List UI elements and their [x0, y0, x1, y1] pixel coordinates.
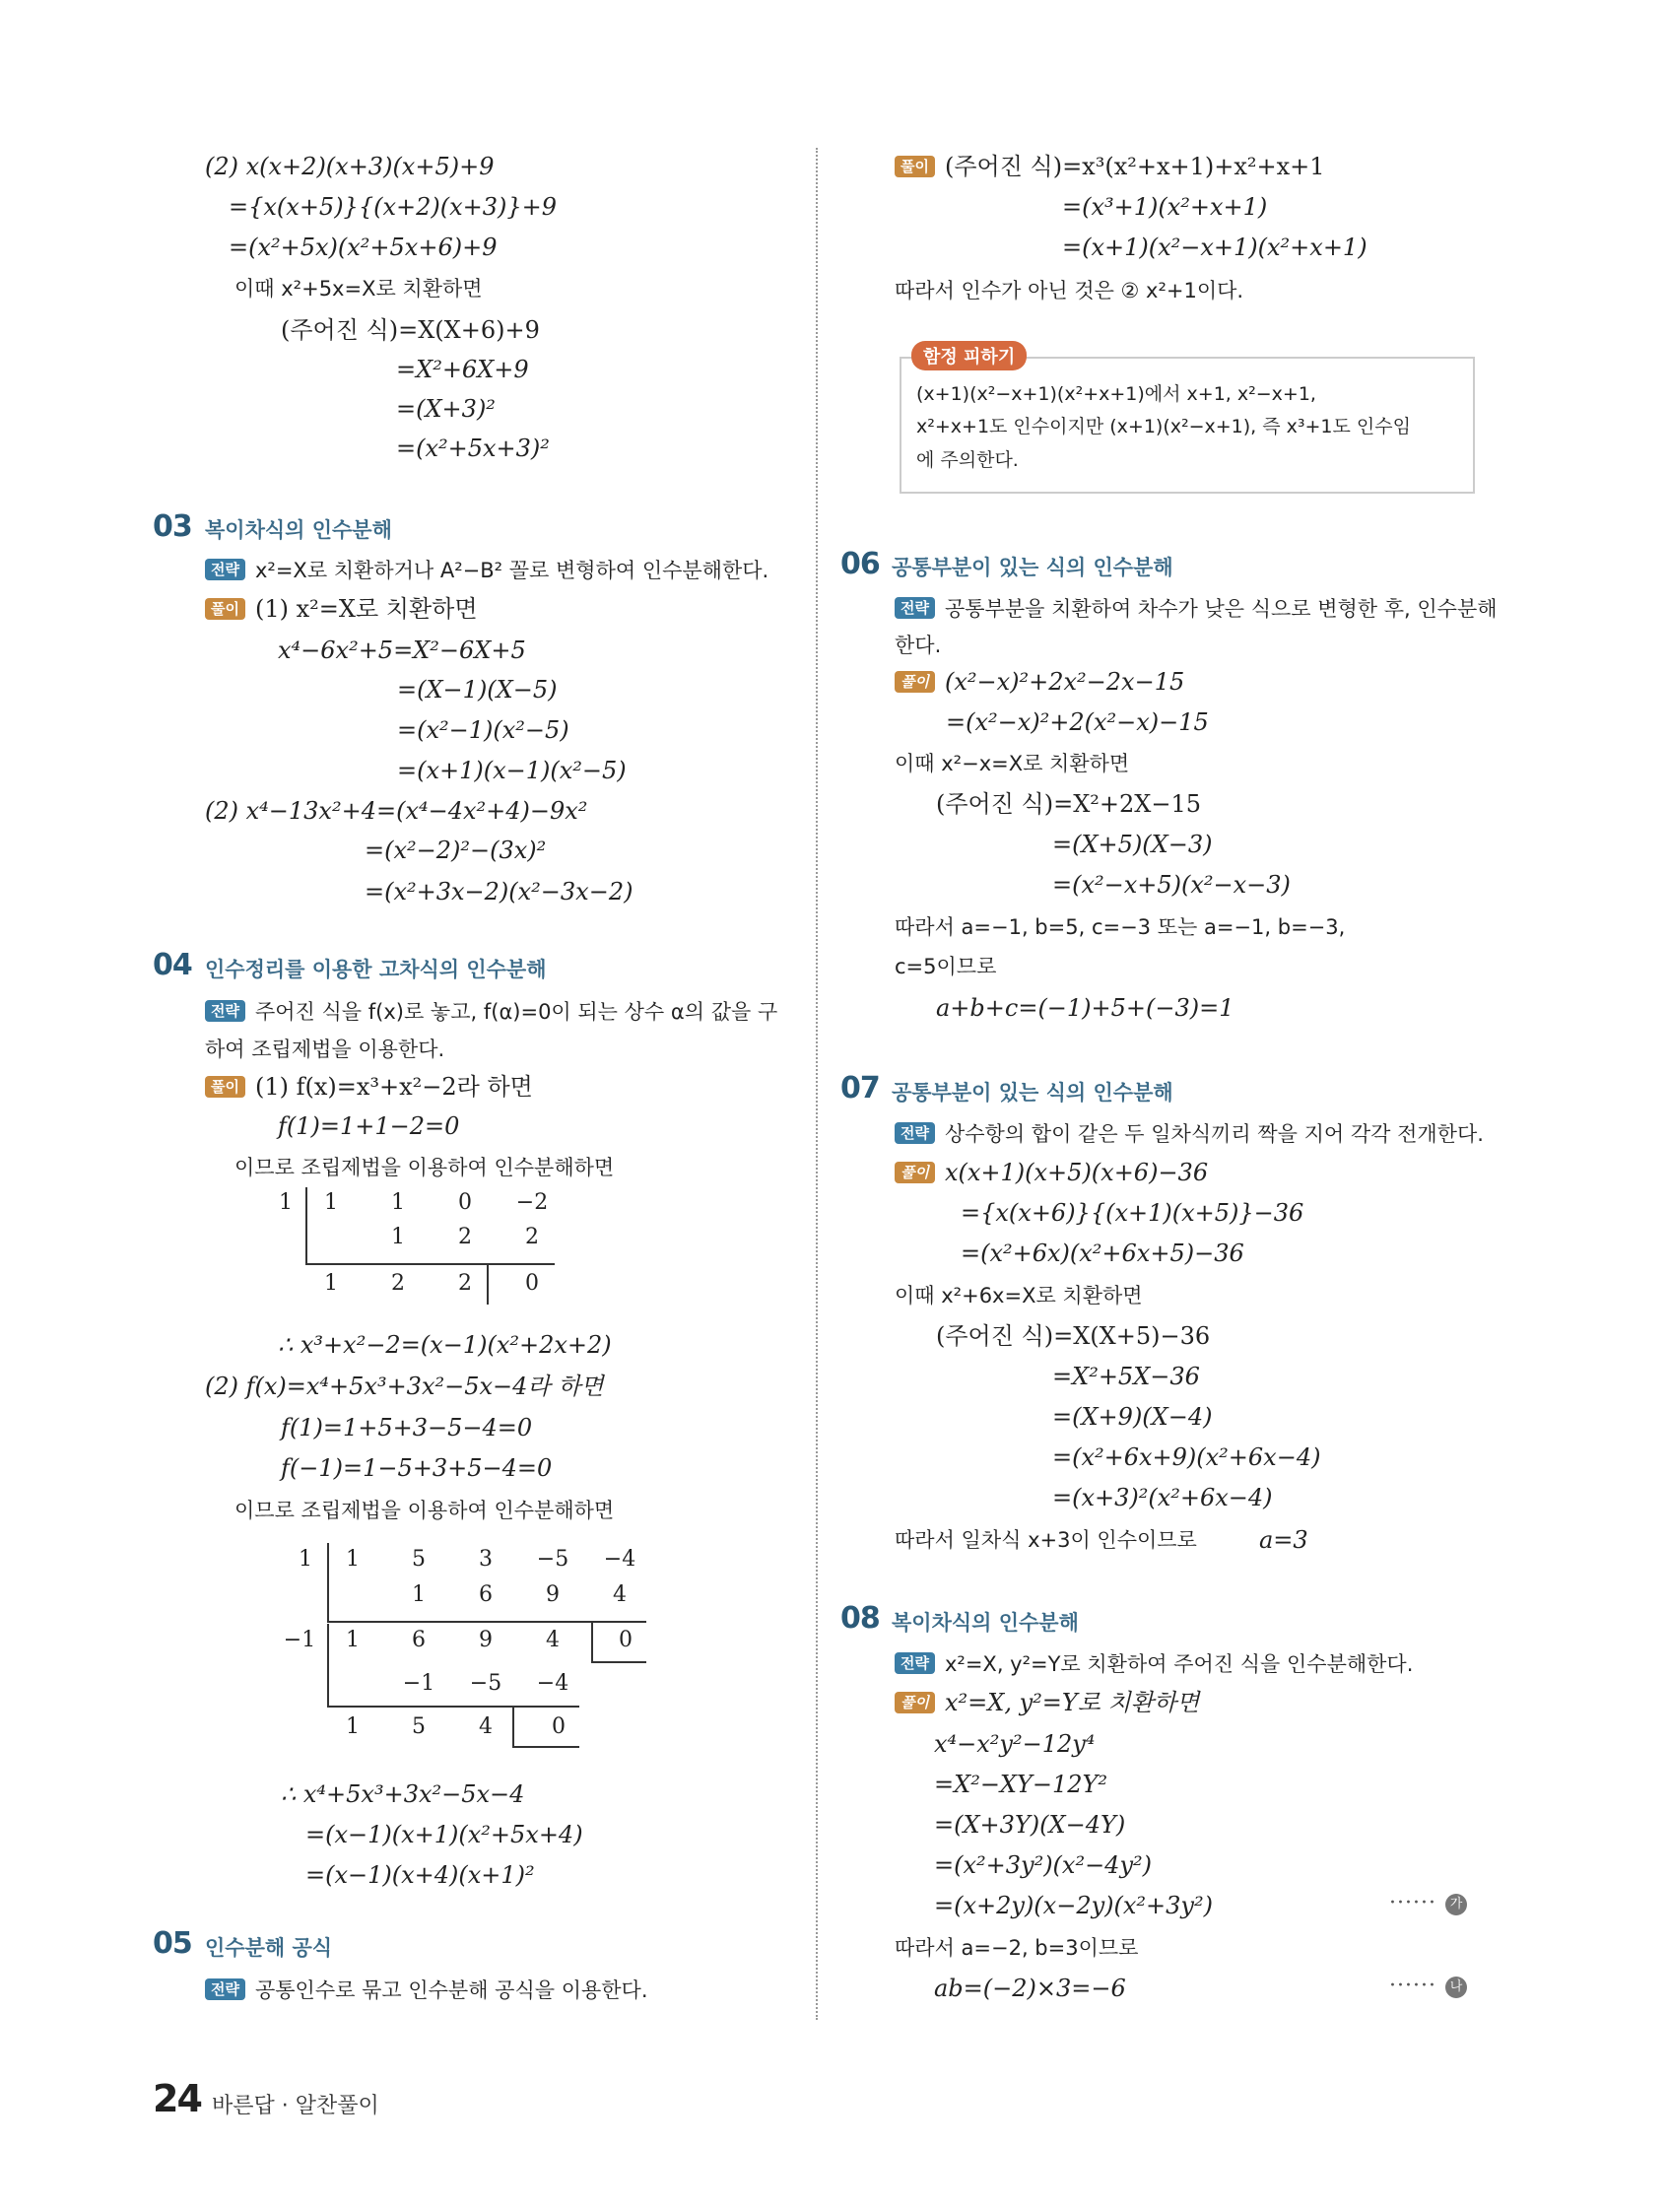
- solution-badge: 풀이: [895, 1692, 935, 1713]
- strategy-text: 하여 조립제법을 이용한다.: [205, 1038, 445, 1061]
- s07-line: =(x²+6x)(x²+6x+5)−36: [961, 1240, 1244, 1267]
- s04-line: =(x−1)(x+1)(x²+5x+4): [305, 1821, 583, 1848]
- s07-line: 따라서 일차식 x+3이 인수이므로: [895, 1528, 1197, 1552]
- s07-line: ={x(x+6)}{(x+1)(x+5)}−36: [961, 1199, 1304, 1227]
- solution-badge: 풀이: [895, 1162, 935, 1183]
- synth-rule: [327, 1624, 329, 1707]
- synth-cell: 6: [412, 1628, 426, 1652]
- tip-line: x²+x+1도 인수이지만 (x+1)(x²−x+1), 즉 x³+1도 인수임: [916, 416, 1411, 437]
- synth-cell: 1: [346, 1547, 360, 1572]
- strategy-text: 한다.: [895, 634, 942, 657]
- s03-line: x⁴−6x²+5=X²−6X+5: [278, 637, 526, 664]
- step-marker-ga: 가: [1445, 1894, 1467, 1915]
- synth-cell: 0: [552, 1714, 566, 1739]
- synth-divisor: 1: [299, 1547, 312, 1572]
- synth-cell: −4: [603, 1547, 636, 1572]
- synth-cell: 4: [479, 1714, 493, 1739]
- s08-line: =X²−XY−12Y²: [934, 1771, 1107, 1798]
- s06-line: =(x²−x)²+2(x²−x)−15: [946, 708, 1209, 736]
- s04-line: 이므로 조립제법을 이용하여 인수분해하면: [234, 1156, 615, 1179]
- s06-line: (주어진 식)=X²+2X−15: [936, 790, 1202, 818]
- s07-line: =(x²+6x+9)(x²+6x−4): [1052, 1443, 1321, 1471]
- s04-line: f(1)=1+1−2=0: [278, 1112, 460, 1140]
- synth-rule: [487, 1263, 489, 1305]
- leader-dots: ······: [1389, 1974, 1436, 1998]
- strategy-badge: 전략: [205, 1000, 245, 1022]
- solution-badge: 풀이: [205, 598, 245, 620]
- synth-cell: 0: [458, 1190, 472, 1215]
- solution-line: [895, 667, 1184, 697]
- section-number: 07: [840, 1071, 880, 1106]
- strategy-line: [205, 556, 768, 585]
- s07-line: =(x+3)²(x²+6x−4): [1052, 1484, 1273, 1511]
- tip-line: (x+1)(x²−x+1)(x²+x+1)에서 x+1, x²−x+1,: [916, 383, 1316, 405]
- solution-badge: 풀이: [895, 671, 935, 693]
- synth-cell: 1: [391, 1225, 405, 1249]
- s07-line: (주어진 식)=X(X+5)−36: [936, 1322, 1211, 1350]
- synth-cell: 3: [479, 1547, 493, 1572]
- synth-cell: 2: [458, 1271, 472, 1296]
- synth-rule: [327, 1543, 329, 1622]
- s08-line: =(X+3Y)(X−4Y): [934, 1811, 1126, 1839]
- s05-line: =(x³+1)(x²+x+1): [1062, 193, 1268, 221]
- solution-line: [895, 152, 1325, 181]
- section-title: 공통부분이 있는 식의 인수분해: [892, 556, 1173, 579]
- s04-line: f(1)=1+5+3−5−4=0: [281, 1414, 533, 1441]
- strategy-line: [895, 594, 1498, 624]
- strategy-line: [205, 1976, 648, 2005]
- s02-line: (2) x(x+2)(x+3)(x+5)+9: [205, 153, 495, 180]
- synth-cell: −5: [536, 1547, 569, 1572]
- strategy-text: x²=X, y²=Y로 치환하여 주어진 식을 인수분해한다.: [944, 1652, 1414, 1676]
- footer-title: 바른답 · 알찬풀이: [212, 2094, 379, 2118]
- synth-cell: 6: [479, 1582, 493, 1607]
- s03-line: =(x²+3x−2)(x²−3x−2): [365, 878, 634, 905]
- s05-line: 따라서 인수가 아닌 것은 ② x²+1이다.: [895, 279, 1244, 302]
- strategy-badge: 전략: [895, 1122, 935, 1144]
- solution-text: (x²−x)²+2x²−2x−15: [944, 668, 1185, 696]
- step-marker-na: 나: [1445, 1977, 1467, 1998]
- s03-line: =(x²−2)²−(3x)²: [365, 837, 547, 864]
- s06-line: =(x²−x+5)(x²−x−3): [1052, 871, 1291, 899]
- strategy-text: x²=X로 치환하거나 A²−B² 꼴로 변형하여 인수분해한다.: [254, 559, 769, 582]
- strategy-line: [895, 1649, 1413, 1679]
- s07-line: =X²+5X−36: [1052, 1363, 1200, 1390]
- synth-rule: [512, 1746, 579, 1748]
- synth-rule: [305, 1187, 307, 1264]
- section-title: 인수정리를 이용한 고차식의 인수분해: [205, 958, 547, 981]
- s08-line: x⁴−x²y²−12y⁴: [934, 1730, 1096, 1758]
- synth-cell: 5: [412, 1714, 426, 1739]
- solution-text: (1) x²=X로 치환하면: [254, 595, 478, 623]
- s08-line: =(x+2y)(x−2y)(x²+3y²): [934, 1892, 1213, 1919]
- s06-line: c=5이므로: [895, 955, 997, 978]
- section-number: 04: [153, 948, 192, 982]
- s07-line: 이때 x²+6x=X로 치환하면: [895, 1284, 1143, 1307]
- synth-cell: 9: [546, 1582, 560, 1607]
- solution-line: [205, 594, 478, 624]
- synth-rule: [327, 1621, 646, 1623]
- s02-line: =(x²+5x)(x²+5x+6)+9: [229, 234, 498, 261]
- synth-cell: −4: [536, 1671, 569, 1696]
- synth-cell: 4: [546, 1628, 560, 1652]
- s08-line: =(x²+3y²)(x²−4y²): [934, 1851, 1152, 1879]
- s06-line: 따라서 a=−1, b=5, c=−3 또는 a=−1, b=−3,: [895, 915, 1346, 939]
- s08-line: ab=(−2)×3=−6: [934, 1975, 1126, 2002]
- synth-divisor: 1: [279, 1190, 293, 1215]
- synth-cell: 1: [346, 1628, 360, 1652]
- solution-badge: 풀이: [895, 156, 935, 177]
- page-number: 24: [153, 2077, 201, 2120]
- synth-cell: −2: [515, 1190, 549, 1215]
- section-number: 05: [153, 1926, 192, 1961]
- strategy-text: 주어진 식을 f(x)로 놓고, f(α)=0이 되는 상수 α의 값을 구: [254, 1000, 778, 1024]
- solution-text: (1) f(x)=x³+x²−2라 하면: [254, 1073, 533, 1101]
- s03-line: =(X−1)(X−5): [397, 676, 558, 704]
- column-divider: [816, 148, 818, 2020]
- s03-line: (2) x⁴−13x²+4=(x⁴−4x²+4)−9x²: [205, 797, 588, 825]
- synth-cell: −5: [469, 1671, 502, 1696]
- s02-line: =(x²+5x+3)²: [396, 435, 550, 462]
- s02-line: =(X+3)²: [396, 395, 496, 423]
- synth-divisor: −1: [283, 1628, 316, 1652]
- s04-line: 이므로 조립제법을 이용하여 인수분해하면: [234, 1499, 615, 1522]
- synth-cell: 4: [613, 1582, 627, 1607]
- s04-line: f(−1)=1−5+3+5−4=0: [281, 1454, 553, 1482]
- s07-line: =(X+9)(X−4): [1052, 1403, 1213, 1431]
- strategy-text: 공통인수로 묶고 인수분해 공식을 이용한다.: [254, 1978, 648, 2002]
- leader-dots: ······: [1389, 1891, 1436, 1915]
- strategy-text: 상수항의 합이 같은 두 일차식끼리 짝을 지어 각각 전개한다.: [944, 1122, 1484, 1146]
- synth-cell: 1: [346, 1714, 360, 1739]
- section-title: 인수분해 공식: [205, 1936, 333, 1960]
- synth-rule: [591, 1621, 593, 1662]
- s05-line: =(x+1)(x²−x+1)(x²+x+1): [1062, 234, 1368, 261]
- s04-line: =(x−1)(x+4)(x+1)²: [305, 1861, 535, 1889]
- synth-cell: −1: [402, 1671, 435, 1696]
- s02-line: =X²+6X+9: [396, 356, 529, 383]
- s02-line: 이때 x²+5x=X로 치환하면: [234, 277, 483, 301]
- strategy-badge: 전략: [895, 597, 935, 619]
- section-title: 복이차식의 인수분해: [205, 518, 392, 542]
- s04-line: (2) f(x)=x⁴+5x³+3x²−5x−4라 하면: [205, 1373, 604, 1400]
- solution-line: [895, 1158, 1208, 1187]
- s04-line: ∴ x³+x²−2=(x−1)(x²+2x+2): [278, 1331, 612, 1359]
- section-title: 복이차식의 인수분해: [892, 1611, 1079, 1635]
- synth-cell: 1: [391, 1190, 405, 1215]
- s06-line: =(X+5)(X−3): [1052, 831, 1213, 858]
- synth-rule: [591, 1661, 646, 1663]
- solution-line: [895, 1688, 1199, 1717]
- synth-cell: 1: [324, 1190, 338, 1215]
- s03-line: =(x+1)(x−1)(x²−5): [397, 757, 627, 784]
- strategy-badge: 전략: [895, 1652, 935, 1674]
- s02-line: ={x(x+5)}{(x+2)(x+3)}+9: [229, 193, 558, 221]
- synth-cell: 2: [391, 1271, 405, 1296]
- synth-cell: 0: [525, 1271, 539, 1296]
- strategy-line: [205, 997, 777, 1027]
- synth-rule: [305, 1263, 555, 1265]
- s06-line: 이때 x²−x=X로 치환하면: [895, 752, 1130, 775]
- solution-badge: 풀이: [205, 1076, 245, 1098]
- section-number: 08: [840, 1601, 880, 1636]
- strategy-line: [895, 1119, 1484, 1149]
- solution-text: x²=X, y²=Y로 치환하면: [944, 1689, 1200, 1716]
- strategy-badge: 전략: [205, 1978, 245, 2000]
- tip-tag: 함정 피하기: [911, 341, 1027, 370]
- solution-line: [205, 1072, 533, 1102]
- synth-cell: 2: [458, 1225, 472, 1249]
- solution-text: (주어진 식)=x³(x²+x+1)+x²+x+1: [944, 153, 1325, 180]
- solution-text: x(x+1)(x+5)(x+6)−36: [944, 1159, 1209, 1186]
- section-number: 06: [840, 547, 880, 581]
- tip-line: 에 주의한다.: [916, 449, 1019, 471]
- s08-line: 따라서 a=−2, b=3이므로: [895, 1936, 1139, 1960]
- section-number: 03: [153, 509, 192, 544]
- s02-line: (주어진 식)=X(X+6)+9: [281, 316, 540, 344]
- synth-rule: [512, 1706, 514, 1747]
- section-title: 공통부분이 있는 식의 인수분해: [892, 1081, 1173, 1105]
- synth-cell: 1: [412, 1582, 426, 1607]
- synth-cell: 5: [412, 1547, 426, 1572]
- s03-line: =(x²−1)(x²−5): [397, 716, 569, 744]
- synth-cell: 9: [479, 1628, 493, 1652]
- strategy-badge: 전략: [205, 559, 245, 580]
- s04-line: ∴ x⁴+5x³+3x²−5x−4: [281, 1780, 525, 1808]
- s07-answer: a=3: [1259, 1526, 1308, 1554]
- synth-rule: [327, 1706, 579, 1708]
- synth-cell: 1: [324, 1271, 338, 1296]
- strategy-text: 공통부분을 치환하여 차수가 낮은 식으로 변형한 후, 인수분해: [944, 597, 1498, 621]
- synth-cell: 0: [619, 1628, 633, 1652]
- s06-line: a+b+c=(−1)+5+(−3)=1: [936, 994, 1234, 1022]
- synth-cell: 2: [525, 1225, 539, 1249]
